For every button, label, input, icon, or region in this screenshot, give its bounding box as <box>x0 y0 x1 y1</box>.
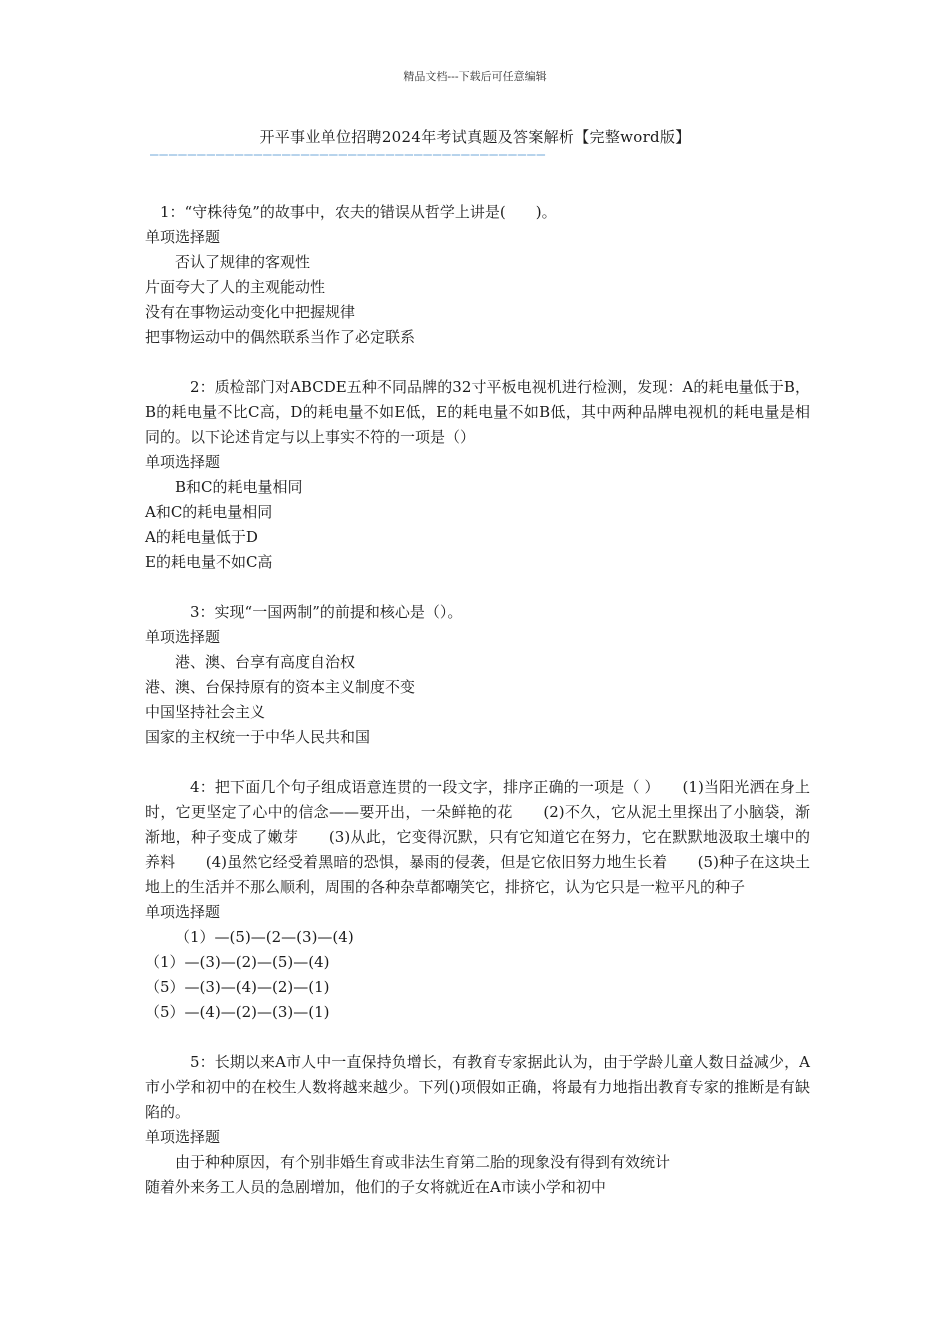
question-1 <box>145 200 810 350</box>
option-d: 把事物运动中的偶然联系当作了必定联系 <box>145 328 416 346</box>
title-divider: —————————————————————————————————————————— <box>150 147 547 163</box>
question-type: 单项选择题 <box>145 628 221 646</box>
header-note: 精品文档---下载后可任意编辑 <box>403 70 547 83</box>
option-d: （5）—(4)—(2)—(3)—(1) <box>145 1003 330 1021</box>
question-list <box>145 200 810 1225</box>
question-type: 单项选择题 <box>145 228 221 246</box>
question-type: 单项选择题 <box>145 453 221 471</box>
question-3 <box>145 600 810 750</box>
question-type: 单项选择题 <box>145 1128 221 1146</box>
question-2 <box>145 375 810 575</box>
question-type: 单项选择题 <box>145 903 221 921</box>
option-a: 由于种种原因，有个别非婚生育或非法生育第二胎的现象没有得到有效统计 <box>175 1153 671 1171</box>
option-b: 随着外来务工人员的急剧增加，他们的子女将就近在A市读小学和初中 <box>145 1178 606 1196</box>
question-stem: 3：实现“一国两制”的前提和核心是（）。 <box>190 603 463 621</box>
option-b: （1）—(3)—(2)—(5)—(4) <box>145 953 330 971</box>
question-stem: 2：质检部门对ABCDE五种不同品牌的32寸平板电视机进行检测，发现：A的耗电量低于B，B的耗电量不比C高，D的耗电量不如E低，E的耗电量不如B低，其中两种品牌电视机的耗电量是相同的。以下论述肯定与以上事实不符的一项是（） <box>145 378 810 446</box>
option-b: A和C的耗电量相同 <box>145 503 273 521</box>
question-stem: 4：把下面几个句子组成语意连贯的一段文字，排序正确的一项是（ ） (1)当阳光洒在身上时，它更坚定了心中的信念——要开出，一朵鲜艳的花 (2)不久，它从泥土里探出了小脑袋，渐渐地，种子变成了嫩芽 (3)从此，它变得沉默，只有它知道它在努力，它在默默地汲取土壤中的养料 (4)虽然它经受着黑暗的恐惧，暴雨的侵袭，但是它依旧努力地生长着 (5)种子在这块土地上的生活并不那么顺利，周围的各种杂草都嘲笑它，排挤它，认为它只是一粒平凡的种子 <box>145 778 810 896</box>
question-stem: 5：长期以来A市人中一直保持负增长，有教育专家据此认为，由于学龄儿童人数日益减少，A市小学和初中的在校生人数将越来越少。下列()项假如正确，将最有力地指出教育专家的推断是有缺陷的。 <box>145 1053 810 1121</box>
question-4 <box>145 775 810 1025</box>
option-d: 国家的主权统一于中华人民共和国 <box>145 728 371 746</box>
option-a: 否认了规律的客观性 <box>175 253 311 271</box>
option-b: 港、澳、台保持原有的资本主义制度不变 <box>145 678 416 696</box>
question-stem: 1：“守株待兔”的故事中，农夫的错误从哲学上讲是( )。 <box>160 203 557 221</box>
option-a: （1）—(5)—(2—(3)—(4) <box>175 928 354 946</box>
option-c: 没有在事物运动变化中把握规律 <box>145 303 356 321</box>
option-c: （5）—(3)—(4)—(2)—(1) <box>145 978 330 996</box>
option-c: 中国坚持社会主义 <box>145 703 266 721</box>
option-b: 片面夸大了人的主观能动性 <box>145 278 326 296</box>
option-d: E的耗电量不如C高 <box>145 553 273 571</box>
option-a: 港、澳、台享有高度自治权 <box>175 653 356 671</box>
page-title: 开平事业单位招聘2024年考试真题及答案解析【完整word版】 <box>259 128 691 146</box>
option-c: A的耗电量低于D <box>145 528 258 546</box>
option-a: B和C的耗电量相同 <box>175 478 303 496</box>
question-5 <box>145 1050 810 1200</box>
